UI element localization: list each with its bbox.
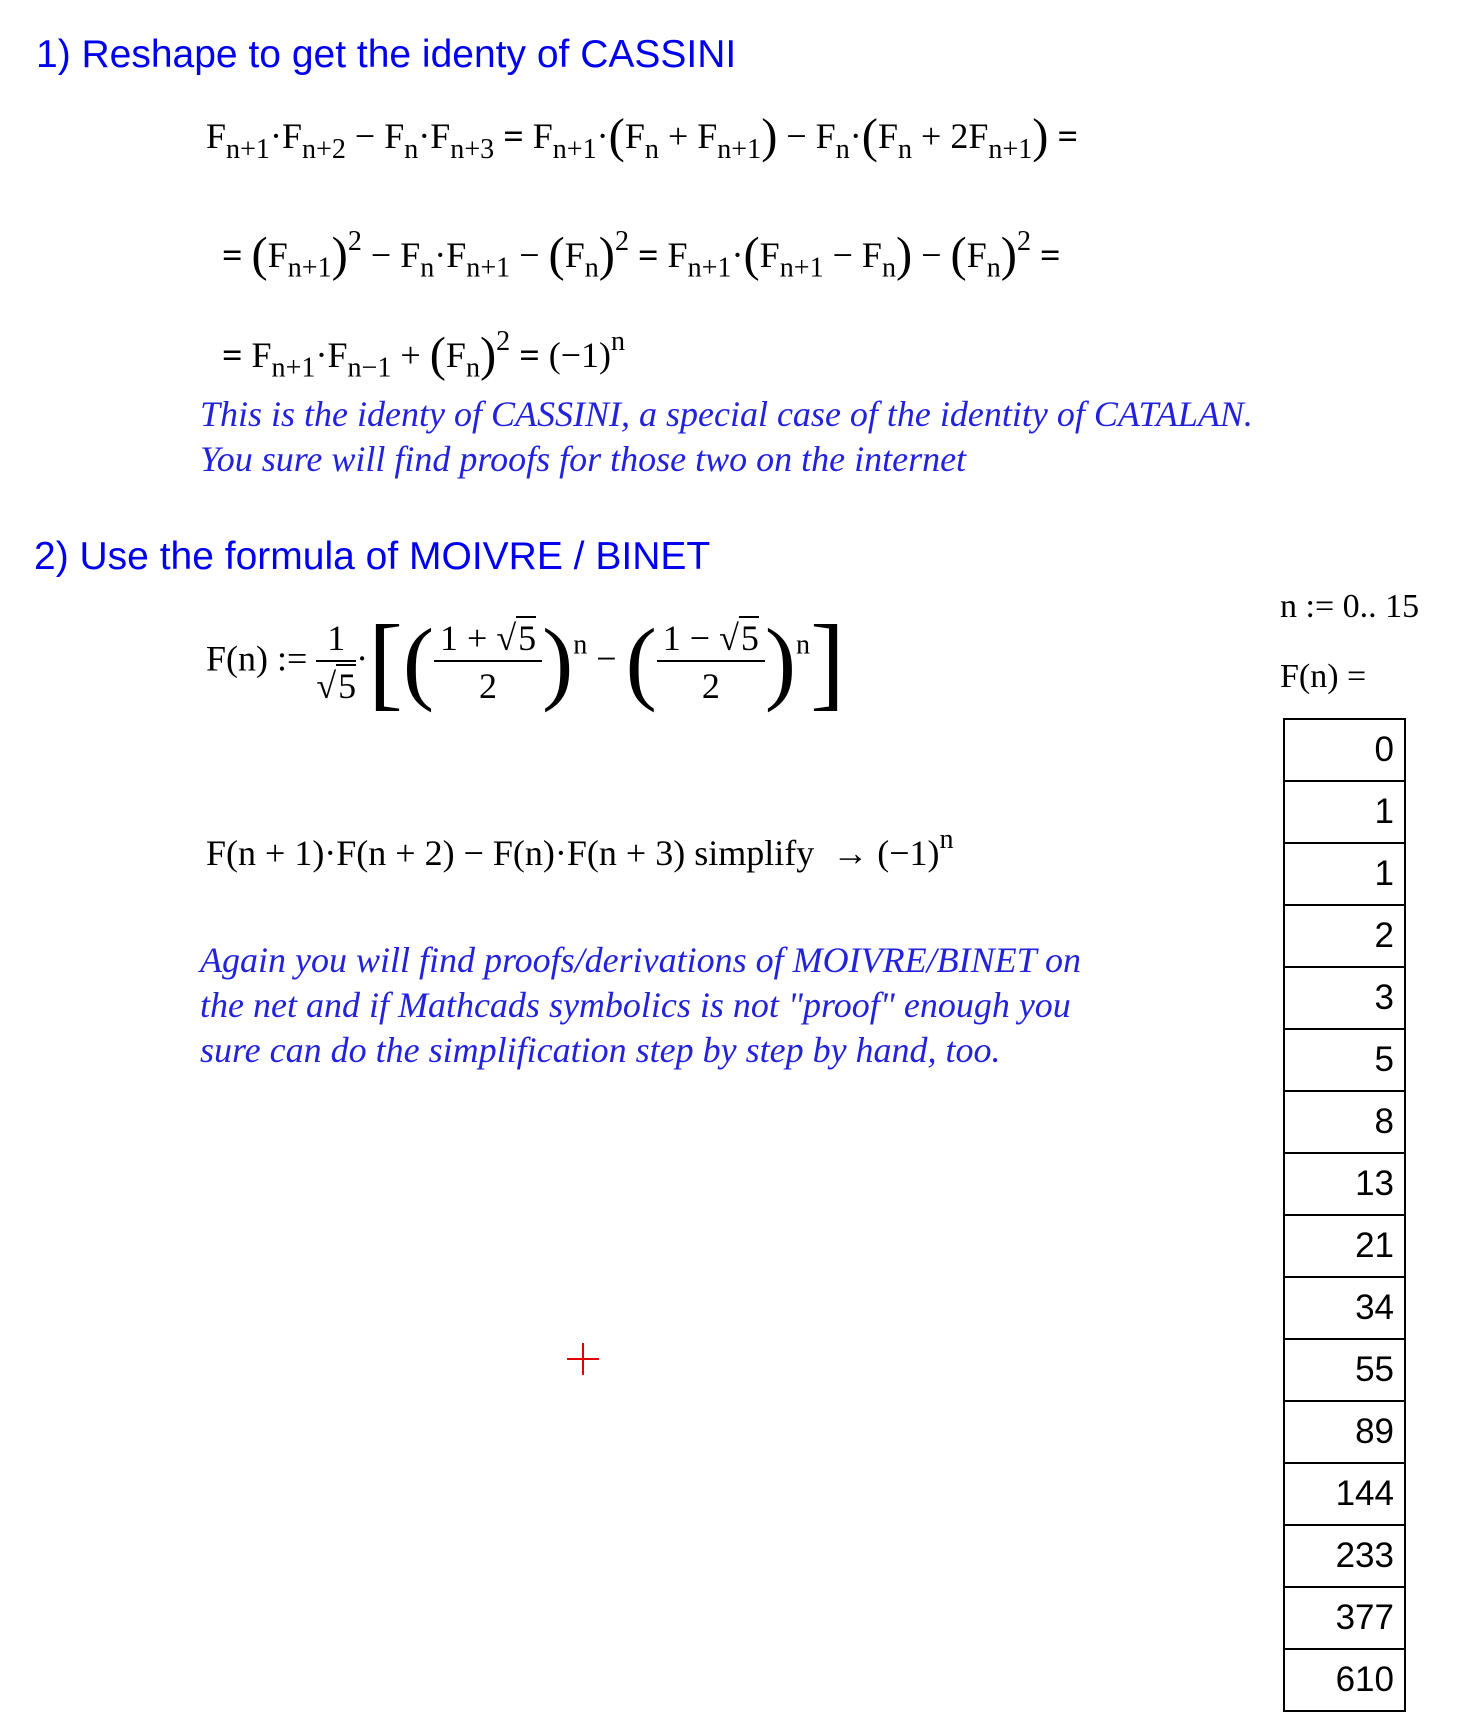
table-cell: 1 bbox=[1284, 781, 1405, 843]
range-definition: n := 0.. 15 bbox=[1280, 588, 1420, 625]
fraction-one-over-sqrt5: $\frac{1}{√5}$ bbox=[316, 618, 357, 707]
table-cell: 233 bbox=[1284, 1525, 1405, 1587]
section1-note bbox=[200, 392, 1253, 482]
table-row bbox=[1284, 905, 1405, 967]
table-row bbox=[1284, 1401, 1405, 1463]
table-row bbox=[1284, 1463, 1405, 1525]
table-row bbox=[1284, 1153, 1405, 1215]
table-row bbox=[1284, 1525, 1405, 1587]
cassini-equation-line1: $F_{n+1}\cdot F_{n+2} - F_n\cdot F_{n+3} = F_{n+1}\cdot(F_n + F_{n+1}) - F_n\cdot(F_n + 2F_{n+1})$ = bbox=[206, 109, 1078, 165]
crosshair-cursor-icon bbox=[565, 1341, 601, 1377]
table-row bbox=[1284, 1339, 1405, 1401]
cassini-equation-line3: = $F_{n+1}\cdot F_{n-1} + (F_n)^2 = (-1)^n$ bbox=[222, 326, 626, 384]
table-row bbox=[1284, 1091, 1405, 1153]
result-label: F(n) = bbox=[1280, 658, 1367, 695]
note-line: Again you will find proofs/derivations of MOIVRE/BINET on bbox=[200, 940, 1081, 980]
table-row bbox=[1284, 843, 1405, 905]
note-line: You sure will find proofs for those two on the internet bbox=[200, 439, 967, 479]
table-row bbox=[1284, 719, 1405, 781]
table-row bbox=[1284, 1587, 1405, 1649]
result-table bbox=[1283, 718, 1406, 1712]
table-cell: 55 bbox=[1284, 1339, 1405, 1401]
table-row bbox=[1284, 967, 1405, 1029]
simplify-expression: F(n + 1)·F(n + 2) − F(n)·F(n + 3) simplify → $(-1)^n$ bbox=[206, 824, 954, 873]
simplify-keyword: simplify bbox=[694, 832, 815, 873]
table-cell: 0 bbox=[1284, 719, 1405, 781]
table-row bbox=[1284, 1277, 1405, 1339]
section2-note bbox=[200, 938, 1081, 1073]
table-cell: 89 bbox=[1284, 1401, 1405, 1463]
note-line: This is the identy of CASSINI, a special case of the identity of CATALAN. bbox=[200, 394, 1253, 434]
table-cell: 8 bbox=[1284, 1091, 1405, 1153]
table-cell: 34 bbox=[1284, 1277, 1405, 1339]
note-line: the net and if Mathcads symbolics is not "proof" enough you bbox=[200, 985, 1071, 1025]
table-cell: 377 bbox=[1284, 1587, 1405, 1649]
fraction-phi: $\frac{1 + √5}{2}$ bbox=[434, 620, 542, 704]
fraction-psi: $\frac{1 - √5}{2}$ bbox=[657, 620, 765, 704]
binet-formula: F(n) := $\frac{1}{√5}$ ·[( $\frac{1 + √5}{2}$ )$^n$ − ( $\frac{1 - √5}{2}$ )$^n$] bbox=[206, 604, 845, 720]
table-cell: 21 bbox=[1284, 1215, 1405, 1277]
table-row bbox=[1284, 1029, 1405, 1091]
table-row bbox=[1284, 1649, 1405, 1711]
cassini-equation-line2: = $(F_{n+1})^2 - F_n\cdot F_{n+1} - (F_n)^2 = F_{n+1}\cdot(F_{n+1} - F_n) - (F_n)^2$ = bbox=[222, 226, 1061, 284]
table-row bbox=[1284, 1215, 1405, 1277]
note-line: sure can do the simplification step by step by hand, too. bbox=[200, 1030, 1001, 1070]
table-cell: 144 bbox=[1284, 1463, 1405, 1525]
section1-heading: 1) Reshape to get the identy of CASSINI bbox=[36, 33, 737, 76]
section2-heading: 2) Use the formula of MOIVRE / BINET bbox=[34, 535, 711, 578]
table-cell: 610 bbox=[1284, 1649, 1405, 1711]
table-row bbox=[1284, 781, 1405, 843]
table-cell: 13 bbox=[1284, 1153, 1405, 1215]
table-cell: 3 bbox=[1284, 967, 1405, 1029]
table-cell: 1 bbox=[1284, 843, 1405, 905]
table-cell: 5 bbox=[1284, 1029, 1405, 1091]
table-cell: 2 bbox=[1284, 905, 1405, 967]
